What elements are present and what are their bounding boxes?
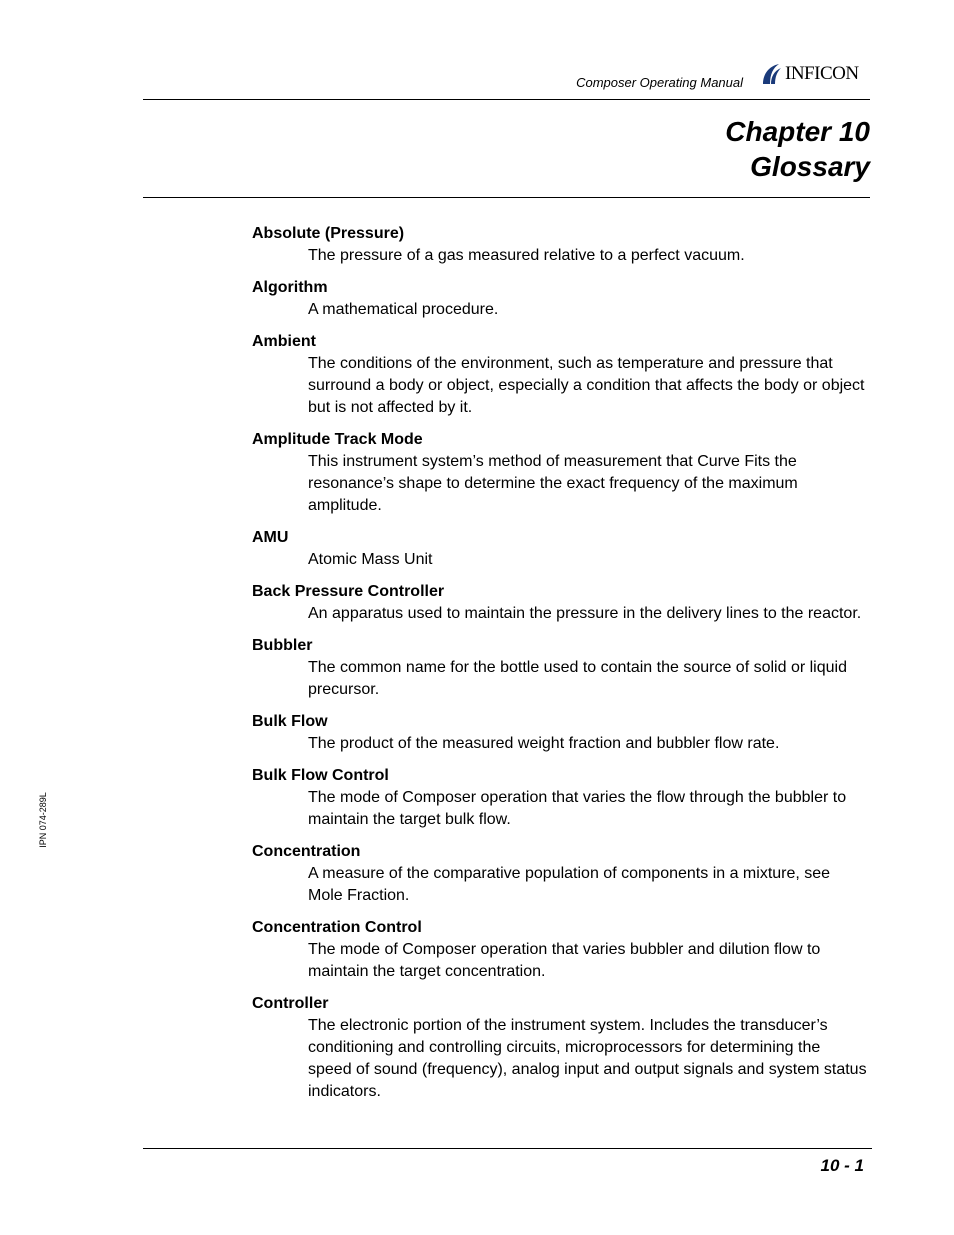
- glossary-definition: The mode of Composer operation that varies the flow through the bubbler to maintain the target bulk flow.: [308, 789, 847, 828]
- glossary-entry: [252, 527, 867, 571]
- glossary-entry: [252, 331, 867, 419]
- glossary-definition: The electronic portion of the instrument system. Includes the transducer’s conditioning and controlling circuits, microprocessors for determining the speed of sound (frequency), analog input and output signals and system status indicators.: [308, 1017, 867, 1100]
- glossary-entry: [252, 917, 867, 983]
- glossary-entry: [252, 765, 867, 831]
- glossary-entry: [252, 993, 867, 1103]
- glossary-term: Concentration: [252, 843, 361, 860]
- manual-title: Composer Operating Manual: [576, 75, 743, 90]
- chapter-title: Glossary: [750, 151, 870, 182]
- glossary-entry: [252, 223, 867, 267]
- chapter-number: Chapter 10: [725, 116, 870, 147]
- glossary-term: Bulk Flow: [252, 713, 328, 730]
- glossary-term: Ambient: [252, 333, 316, 350]
- footer-rule: [143, 1148, 872, 1149]
- page-number: 10 - 1: [820, 1156, 864, 1175]
- glossary-term: AMU: [252, 529, 289, 546]
- glossary-entry: [252, 635, 867, 701]
- glossary-definition: The pressure of a gas measured relative to a perfect vacuum.: [308, 247, 745, 264]
- header-rule: [143, 99, 870, 100]
- glossary-term: Bulk Flow Control: [252, 767, 389, 784]
- glossary-definition: A mathematical procedure.: [308, 301, 499, 318]
- chapter-heading: [725, 114, 870, 184]
- glossary-entry: [252, 841, 867, 907]
- glossary-definition: The common name for the bottle used to contain the source of solid or liquid precursor.: [308, 659, 847, 698]
- glossary-entry: [252, 429, 867, 517]
- glossary-term: Concentration Control: [252, 919, 422, 936]
- glossary-definition: The product of the measured weight fraction and bubbler flow rate.: [308, 735, 780, 752]
- glossary-definition: A measure of the comparative population of components in a mixture, see Mole Fraction.: [308, 865, 831, 904]
- inficon-logo: [759, 62, 859, 86]
- glossary-term: Absolute (Pressure): [252, 225, 405, 242]
- glossary-term: Bubbler: [252, 637, 313, 654]
- glossary-definition: The mode of Composer operation that varies bubbler and dilution flow to maintain the target concentration.: [308, 941, 821, 980]
- glossary-definition: The conditions of the environment, such as temperature and pressure that surround a body or object, especially a condition that affects the body or object but is not affected by it.: [308, 355, 865, 416]
- inficon-swoosh-icon: [759, 62, 783, 86]
- glossary-definition: This instrument system’s method of measurement that Curve Fits the resonance’s shape to determine the exact frequency of the maximum amplitude.: [308, 453, 798, 514]
- glossary-term: Controller: [252, 995, 329, 1012]
- glossary-entry: [252, 277, 867, 321]
- chapter-rule: [143, 197, 870, 198]
- glossary-term: Algorithm: [252, 279, 328, 296]
- glossary-entry: [252, 711, 867, 755]
- logo-text: INFICON: [785, 63, 859, 84]
- glossary-list: [252, 223, 867, 1113]
- glossary-term: Back Pressure Controller: [252, 583, 445, 600]
- document-id: IPN 074-289L: [38, 792, 48, 848]
- glossary-entry: [252, 581, 867, 625]
- glossary-definition: An apparatus used to maintain the pressure in the delivery lines to the reactor.: [308, 605, 862, 622]
- glossary-definition: Atomic Mass Unit: [308, 551, 433, 568]
- glossary-term: Amplitude Track Mode: [252, 431, 423, 448]
